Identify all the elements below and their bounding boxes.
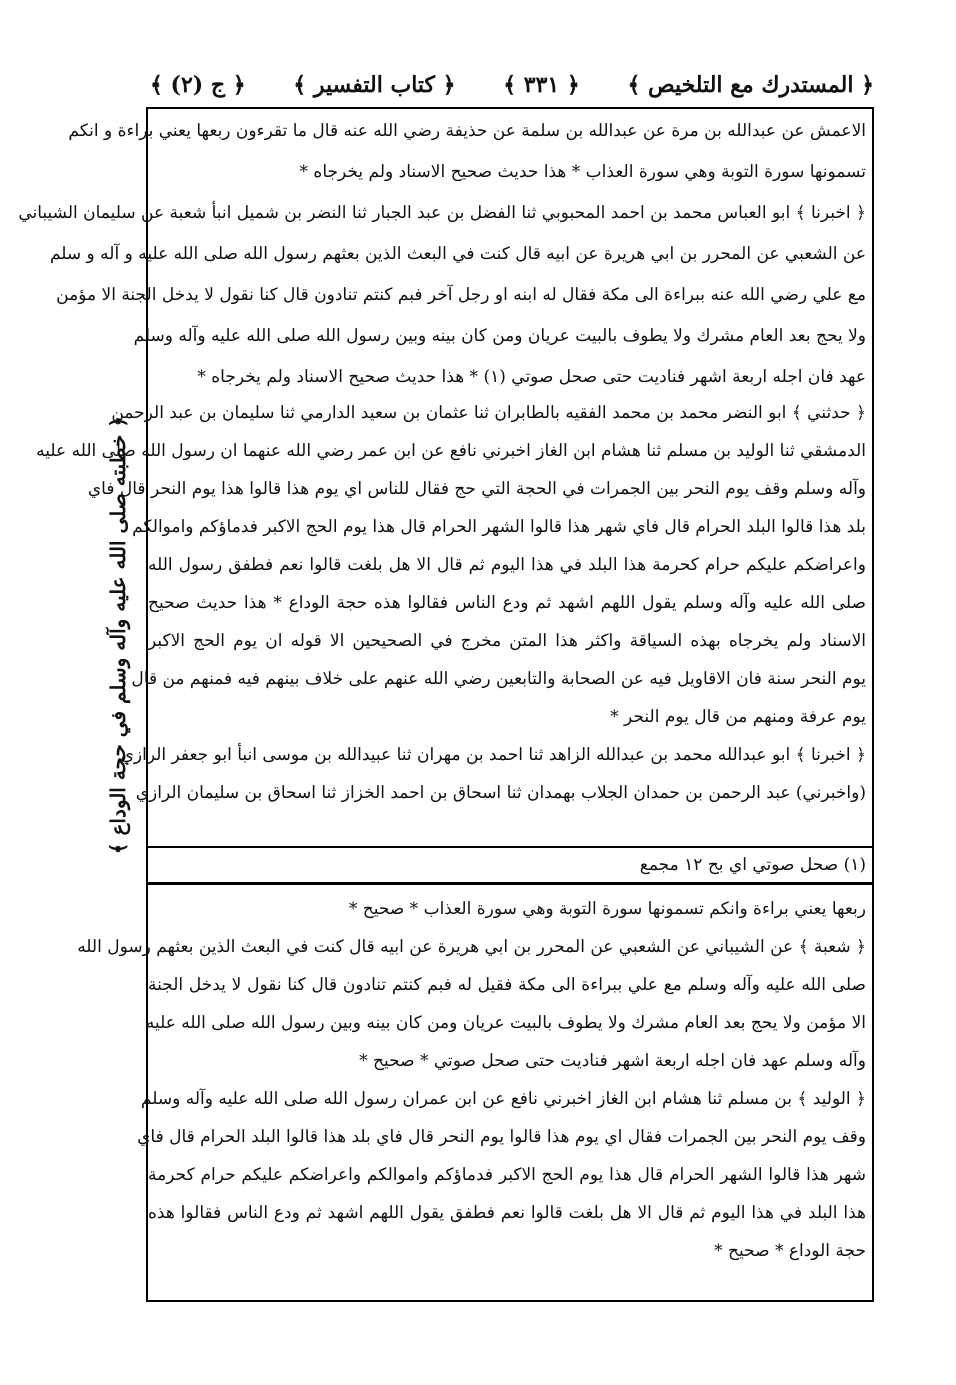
volume-number: ﴿ ج (٢) ﴾	[150, 72, 246, 98]
summary-text-line: هذا البلد في هذا اليوم ثم قال الا هل بلغت قالوا نعم فطفق يقول اللهم اشهد ثم ودع الناس فقالوا هذه	[148, 1203, 866, 1223]
summary-text-line: وآله وسلم عهد فان اجله اربعة اشهر فناديت حتى صحل صوتي * صحيح *	[359, 1051, 866, 1071]
summary-text-line: حجة الوداع * صحيح *	[714, 1241, 866, 1261]
header-book-title: ﴿ المستدرك مع التلخيص ﴾	[627, 72, 874, 98]
main-text-line: ﴿ اخبرنا ﴾ ابو عبدالله محمد بن عبدالله الزاهد ثنا احمد بن مهران ثنا عبيدالله بن موسى انبأ ابو جعفر الرازي	[120, 745, 866, 765]
section-title: ﴿ كتاب التفسير ﴾	[293, 72, 456, 98]
main-text-line: الاعمش عن عبدالله بن مرة عن عبدالله بن سلمة عن حذيفة رضي الله عنه قال ما تقرءون ربعها يعني براءة و انكم	[68, 121, 866, 141]
main-text-line: ﴿ حدثني ﴾ ابو النضر محمد بن محمد الفقيه بالطابران ثنا عثمان بن سعيد الدارمي ثنا سليمان بن عبد الرحمن	[111, 403, 866, 423]
summary-text-line: صلى الله عليه وآله وسلم مع علي ببراءة الى مكة فقيل له فبم كنتم تنادون قال كنا نقول لا يدخل الجنة	[148, 975, 866, 995]
main-text-line: واعراضكم عليكم حرام كحرمة هذا البلد في هذا اليوم ثم قال الا هل بلغت قالوا نعم فطفق رسول الله	[148, 555, 866, 575]
running-header	[150, 66, 874, 104]
main-text-line: الاسناد ولم يخرجاه بهذه السياقة واكثر هذا المتن مخرج في الصحيحين الا قوله ان يوم الحج الاكبر	[148, 631, 866, 651]
side-title: ﴿ خطبته صلى الله عليه وآله وسلم في حجة الوداع ﴾	[106, 415, 130, 855]
main-text-line: صلى الله عليه وآله وسلم يقول اللهم اشهد ثم ودع الناس فقالوا هذه حجة الوداع * هذا حديث صحيح	[148, 593, 866, 613]
page-number: ﴿ ٣٣١ ﴾	[503, 72, 580, 98]
main-text-line: ولا يحج بعد العام مشرك ولا يطوف بالبيت عريان ومن كان بينه وبين رسول الله صلى الله عليه وآله وسلم	[133, 326, 866, 346]
main-text-line: ﴿ اخبرنا ﴾ ابو العباس محمد بن احمد المحبوبي ثنا الفضل بن عبد الجبار ثنا النضر بن شميل انبأ شعبة عن سليمان الشيباني	[18, 203, 866, 223]
main-text-line: الدمشقي ثنا الوليد بن مسلم ثنا هشام ابن الغاز اخبرني نافع عن ابن عمر رضي الله عنهما ان رسول الله صلى الله عليه	[36, 441, 866, 461]
main-text-line: يوم عرفة ومنهم من قال يوم النحر *	[610, 707, 866, 727]
summary-text-line: شهر هذا قالوا الشهر الحرام قال هذا يوم الحج الاكبر فدماؤكم واموالكم واعراضكم عليكم حرام كحرمة	[148, 1165, 866, 1185]
footnote: (١) صحل صوتي اي بح ١٢ مجمع	[639, 855, 866, 875]
main-text-line: بلد هذا قالوا البلد الحرام قال فاي شهر هذا قالوا الشهر الحرام قال هذا يوم الحج الاكبر فدماؤكم واموالكم	[132, 517, 866, 537]
main-text-line: مع علي رضي الله عنه ببراءة الى مكة فقال له ابنه او رجل آخر فبم كنتم تنادون قال كنا نقول لا يدخل الجنة الا مؤمن	[56, 285, 866, 305]
summary-text-line: ﴿ الوليد ﴾ بن مسلم ثنا هشام ابن الغاز اخبرني نافع عن ابن عمران رسول الله صلى الله عليه وآله وسلم	[140, 1089, 866, 1109]
main-text-line: (واخبرني) عبد الرحمن بن حمدان الجلاب بهمدان ثنا اسحاق بن احمد الخزاز ثنا اسحاق بن سليمان الرازي	[135, 783, 866, 803]
summary-text-line: ربعها يعني براءة وانكم تسمونها سورة التوبة وهي سورة العذاب * صحيح *	[348, 899, 866, 919]
summary-text-line: وقف يوم النحر بين الجمرات فقال اي يوم هذا قالوا يوم النحر قال فاي بلد هذا قالوا البلد الحرام قال فاي	[137, 1127, 866, 1147]
main-text-line: عهد فان اجله اربعة اشهر فناديت حتى صحل صوتي (١) * هذا حديث صحيح الاسناد ولم يخرجاه *	[197, 367, 866, 387]
main-text-line: وآله وسلم وقف يوم النحر بين الجمرات في الحجة التي حج فقال للناس اي يوم هذا قالوا هذا يوم النحر قال فاي	[87, 479, 866, 499]
summary-text-line: ﴿ شعبة ﴾ عن الشيباني عن الشعبي عن المحرر بن ابي هريرة عن ابيه قال كنت في البعث الذين بعثهم رسول الله	[77, 937, 866, 957]
main-text-line: يوم النحر سنة فان الاقاويل فيه عن الصحابة والتابعين رضي الله عنهم على خلاف بينهم فيه فمنهم من قال	[131, 669, 866, 689]
summary-divider	[146, 882, 874, 885]
main-text-line: عن الشعبي عن المحرر بن ابي هريرة عن ابيه قال كنت في البعث الذين بعثهم رسول الله صلى الله عليه و آله و سلم	[49, 244, 866, 264]
main-text-line: تسمونها سورة التوبة وهي سورة العذاب * هذا حديث صحيح الاسناد ولم يخرجاه *	[299, 162, 866, 182]
summary-text-line: الا مؤمن ولا يحج بعد العام مشرك ولا يطوف بالبيت عريان ومن كان بينه وبين رسول الله صلى الله عليه	[145, 1013, 866, 1033]
